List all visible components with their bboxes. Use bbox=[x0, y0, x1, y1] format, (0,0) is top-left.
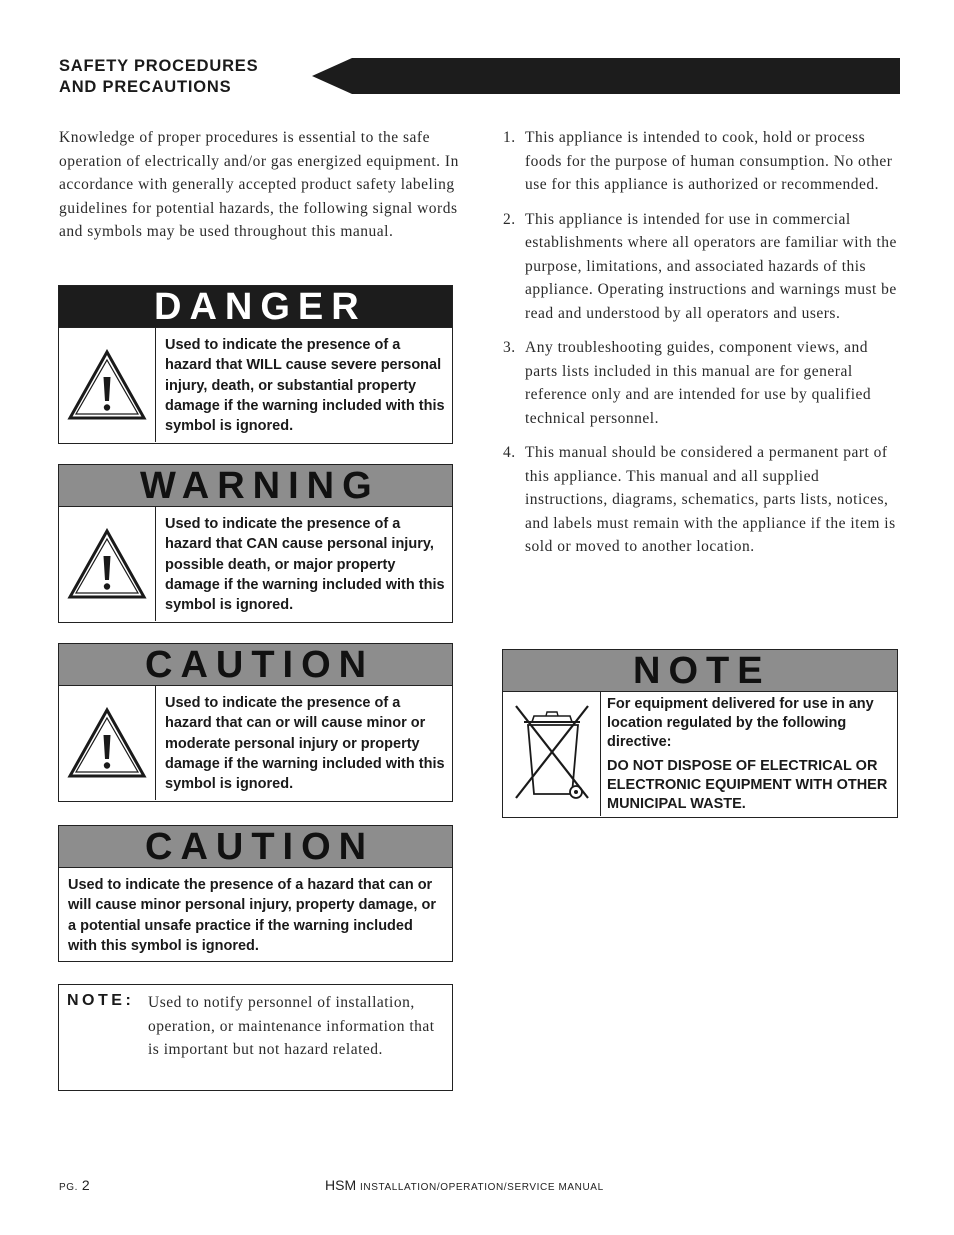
list-item-text: This appliance is intended to cook, hold or process foods for the purpose of human consumption. No other use for this appliance is authorized or recommended. bbox=[525, 129, 893, 193]
list-item: 4. This manual should be considered a permanent part of this appliance. This manual and all supplied instructions, diagrams, schematics, parts lists, notices, and labels must remain with the appliance if the item is sold or moved to another location. bbox=[503, 444, 896, 555]
weee-note-text bbox=[601, 692, 897, 818]
warning-triangle-icon bbox=[59, 328, 156, 442]
list-item: 1. This appliance is intended to cook, hold or process foods for the purpose of human consumption. No other use for this appliance is authorized or recommended. bbox=[503, 129, 893, 193]
weee-note-text-2: DO NOT DISPOSE OF ELECTRICAL OR ELECTRONIC EQUIPMENT WITH OTHER MUNICIPAL WASTE. bbox=[607, 757, 888, 813]
caution-text-2: Used to indicate the presence of a hazard that can or will cause minor personal injury, property damage, or a potential unsafe practice if the warning included with this symbol is ignored. bbox=[68, 877, 436, 954]
warning-triangle-icon bbox=[59, 507, 156, 621]
caution-header-2 bbox=[59, 826, 452, 868]
list-item: 2. This appliance is intended for use in commercial establishments where all operators are familiar with the purpose, limitations, and associated hazards of this appliance. Operating instructions and warnings must be read and understood by all operators and users. bbox=[503, 210, 897, 322]
page-number bbox=[59, 1177, 90, 1193]
weee-note-box bbox=[502, 649, 898, 818]
crossed-out-wheelie-bin-icon bbox=[503, 692, 601, 816]
warning-word: WARNING bbox=[140, 464, 380, 507]
manual-title-text: INSTALLATION/OPERATION/SERVICE MANUAL bbox=[360, 1182, 604, 1193]
page-num: 2 bbox=[81, 1177, 90, 1193]
note-box bbox=[58, 984, 453, 1091]
list-item-text: Any troubleshooting guides, component views, and parts lists included in this manual are for general reference only and are intended for use by qualified technical personnel. bbox=[525, 339, 872, 427]
list-item: 3. Any troubleshooting guides, component views, and parts lists included in this manual are for general reference only and are intended for use by qualified technical personnel. bbox=[503, 339, 872, 427]
page-prefix: PG. bbox=[59, 1182, 79, 1193]
danger-box bbox=[58, 285, 453, 444]
manual-code: HSM bbox=[325, 1177, 357, 1193]
caution-header bbox=[59, 644, 452, 686]
warning-triangle-icon bbox=[59, 686, 156, 800]
weee-note-word: NOTE bbox=[633, 649, 771, 692]
safety-list bbox=[503, 126, 903, 570]
caution-text: Used to indicate the presence of a hazard that can or will cause minor or moderate personal injury or property damage if the warning included with this symbol is ignored. bbox=[165, 695, 445, 793]
manual-title bbox=[325, 1177, 604, 1193]
header-bar bbox=[312, 58, 900, 94]
note-text: Used to notify personnel of installation, operation, or maintenance information that is important but not hazard related. bbox=[148, 994, 435, 1058]
danger-word: DANGER bbox=[154, 285, 367, 328]
intro-paragraph: Knowledge of proper procedures is essential to the safe operation of electrically and/or gas energized equipment. In accordance with generally accepted product safety labeling guidelines for potential hazards, the following signal words and symbols may be used throughout this manual. bbox=[59, 129, 459, 240]
weee-note-header bbox=[503, 650, 897, 692]
section-title-line2: AND PRECAUTIONS bbox=[59, 78, 232, 96]
danger-header bbox=[59, 286, 452, 328]
caution-nosymbol-box bbox=[58, 825, 453, 962]
caution-word-2: CAUTION bbox=[145, 825, 375, 868]
note-label: NOTE: bbox=[67, 992, 135, 1009]
danger-text: Used to indicate the presence of a hazard that WILL cause severe personal injury, death, or substantial property damage if the warning included with this symbol is ignored. bbox=[165, 337, 445, 435]
list-item-text: This appliance is intended for use in commercial establishments where all operators are familiar with the purpose, limitations, and associated hazards of this appliance. Operating instructions and warnings must be read and understood by all operators and users. bbox=[525, 210, 897, 322]
caution-word: CAUTION bbox=[145, 643, 375, 686]
weee-note-text-1: For equipment delivered for use in any location regulated by the following directive: bbox=[607, 696, 874, 751]
warning-header bbox=[59, 465, 452, 507]
warning-text: Used to indicate the presence of a hazard that CAN cause personal injury, possible death, or major property damage if the warning included with this symbol is ignored. bbox=[165, 516, 445, 614]
list-item-text: This manual should be considered a permanent part of this appliance. This manual and all supplied instructions, diagrams, schematics, parts lists, notices, and labels must remain with the appliance if the item is sold or moved to another location. bbox=[525, 444, 896, 555]
section-title-line1: SAFETY PROCEDURES bbox=[59, 57, 259, 75]
caution-symbol-box bbox=[58, 643, 453, 802]
warning-box bbox=[58, 464, 453, 623]
section-title bbox=[59, 56, 258, 98]
